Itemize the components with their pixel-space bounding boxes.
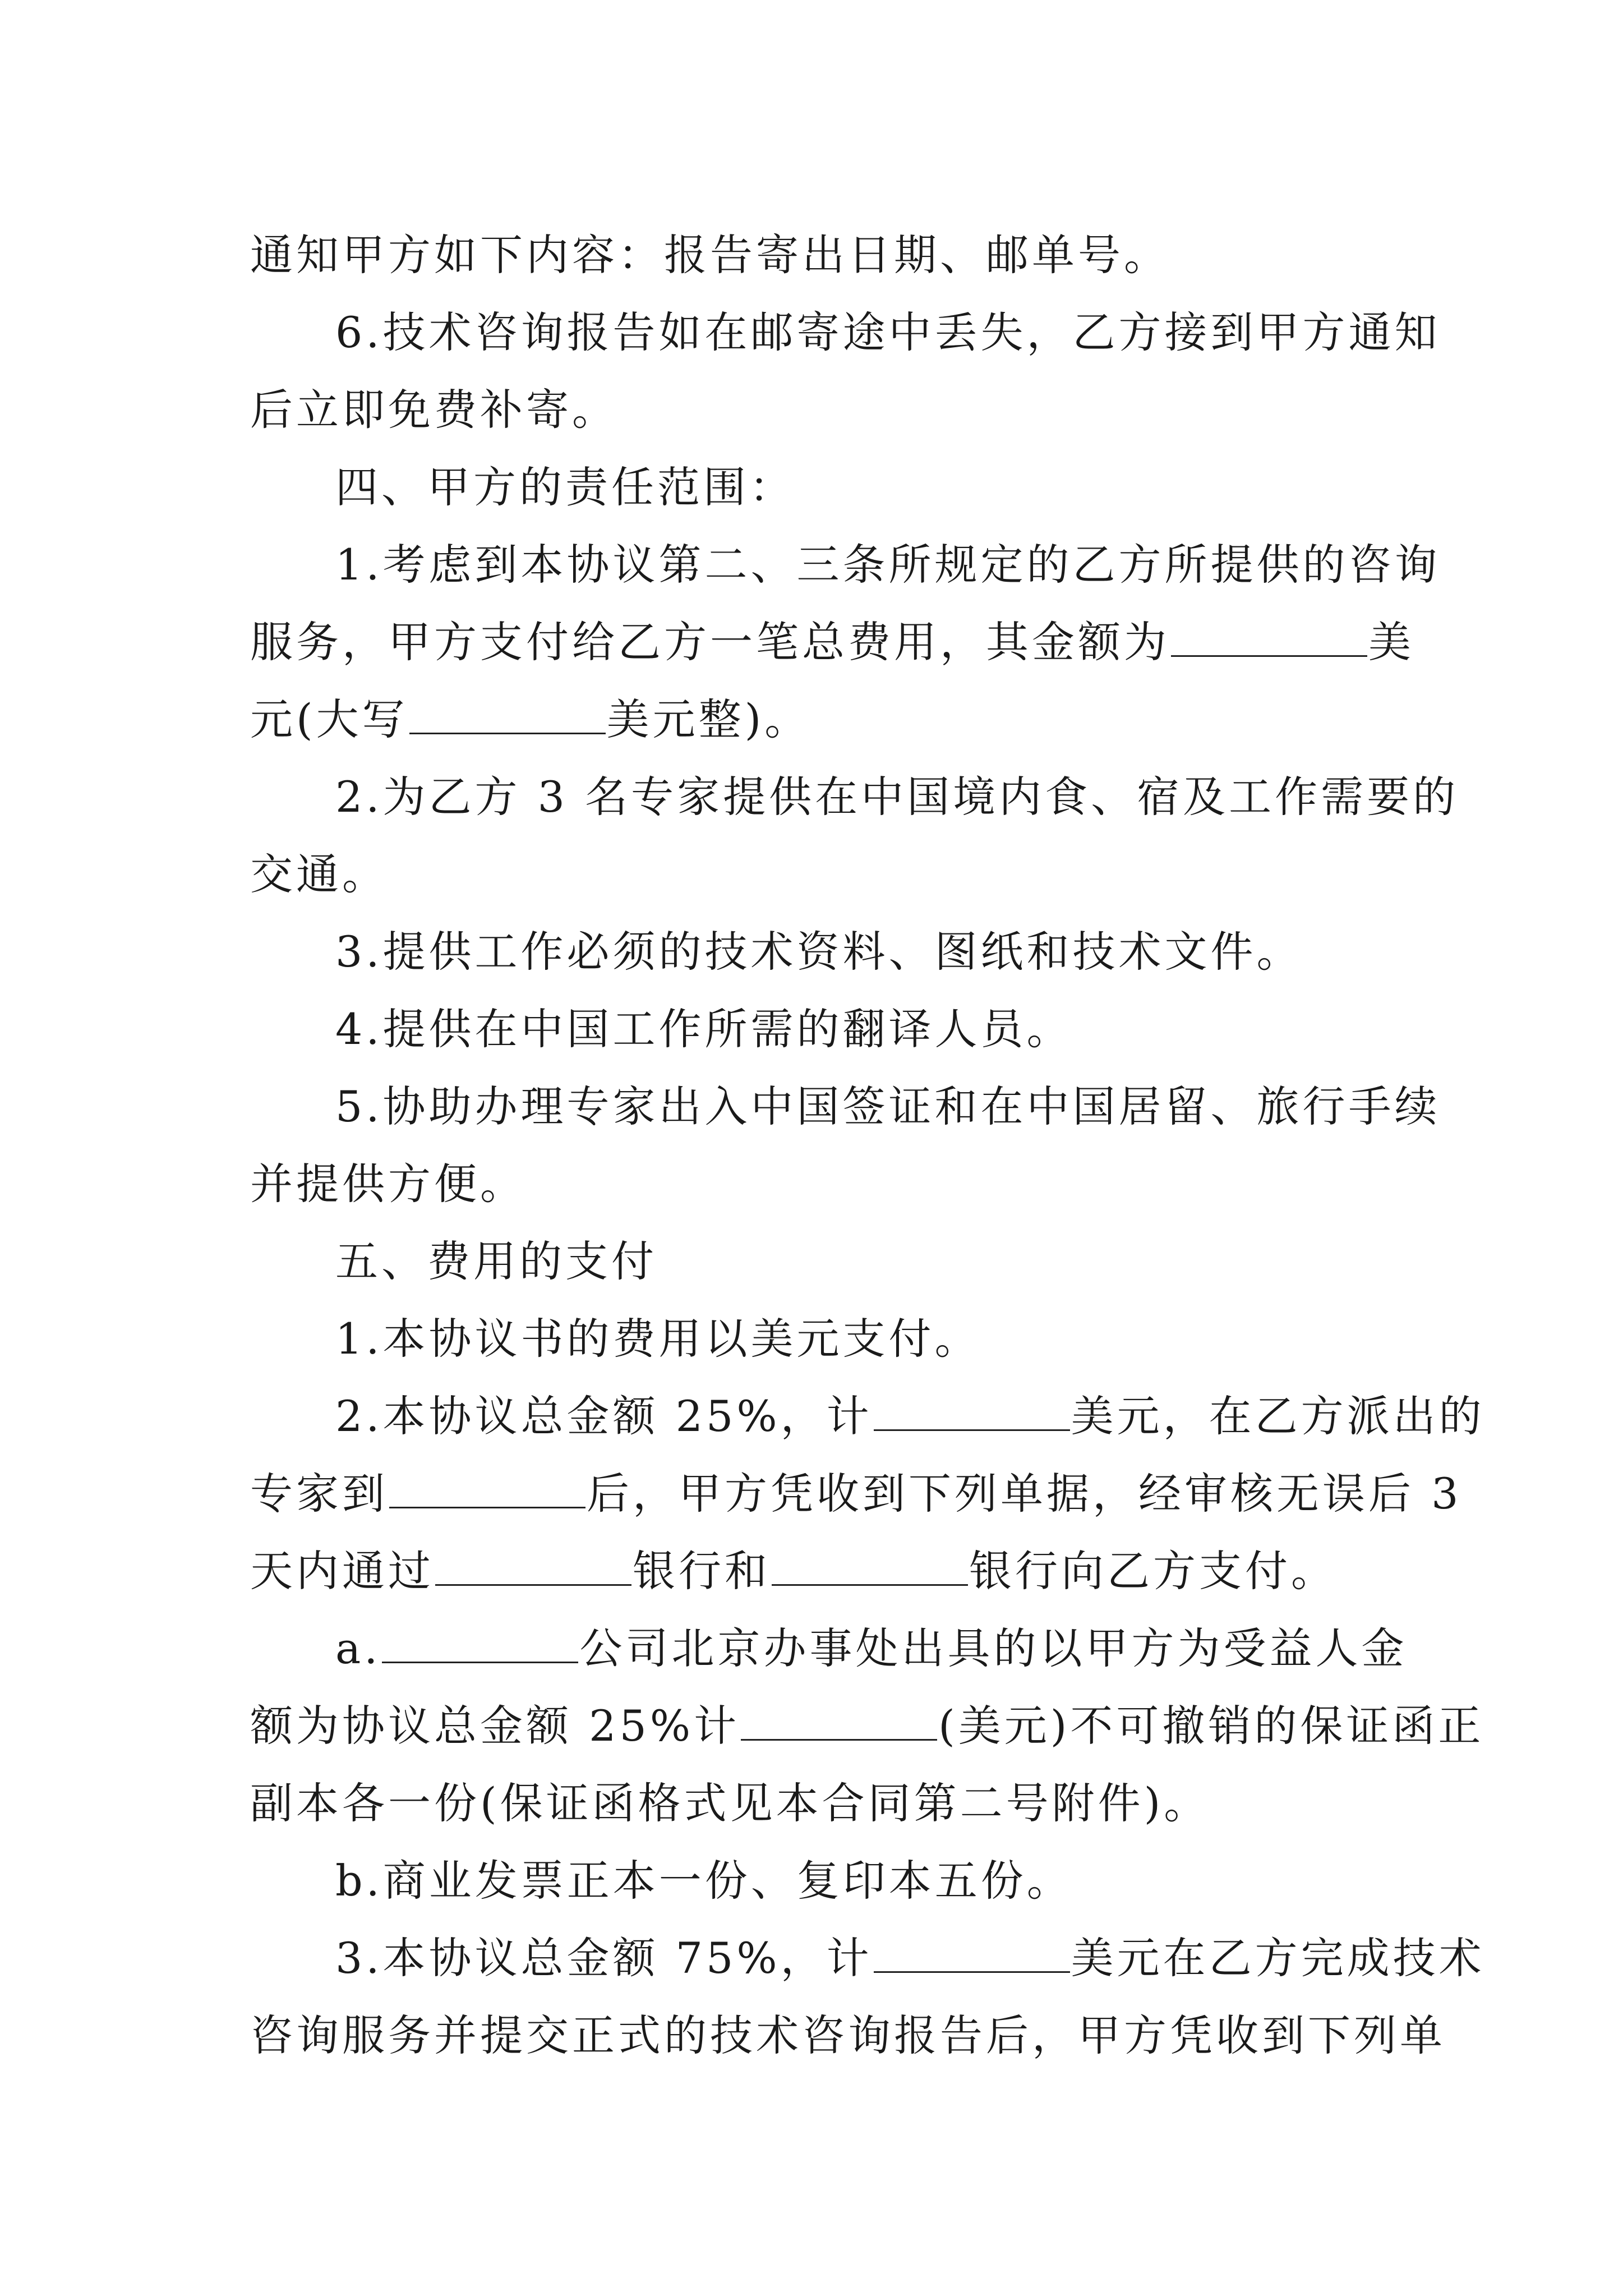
text-line — [335, 1842, 1073, 1920]
text-line — [335, 990, 1073, 1069]
text-line — [335, 1919, 1485, 1998]
fill-in-blank[interactable] — [1171, 622, 1367, 657]
section-heading — [335, 448, 795, 527]
fill-in-blank[interactable] — [382, 1628, 578, 1663]
line-text: 美元在乙方完成技术 — [1071, 1933, 1485, 1983]
fill-in-blank[interactable] — [772, 1550, 968, 1586]
line-text: 美 — [1368, 617, 1414, 667]
line-text: 五、费用的支付 — [335, 1236, 657, 1286]
fill-in-blank[interactable] — [874, 1938, 1070, 1973]
text-line — [250, 371, 618, 449]
text-line — [250, 835, 388, 914]
text-line — [250, 603, 1414, 682]
text-line — [250, 1532, 1337, 1611]
line-text: 1.考虑到本协议第二、三条所规定的乙方所提供的咨询 — [335, 540, 1441, 590]
line-text: 5.协助办理专家出入中国签证和在中国居留、旅行手续 — [335, 1082, 1441, 1131]
line-text: 专家到 — [250, 1469, 388, 1519]
fill-in-blank[interactable] — [389, 1473, 585, 1508]
text-line — [335, 758, 1459, 836]
line-text: 咨询服务并提交正式的技术咨询报告后，甲方凭收到下列单 — [250, 2010, 1446, 2060]
line-text: 3.提供工作必须的技术资料、图纸和技术文件。 — [335, 927, 1303, 977]
line-text: 副本各一份(保证函格式见本合同第二号附件)。 — [250, 1778, 1210, 1828]
line-text: 1.本协议书的费用以美元支付。 — [335, 1314, 981, 1364]
text-line — [335, 913, 1303, 991]
line-text: 4.提供在中国工作所需的翻译人员。 — [335, 1004, 1073, 1054]
line-text: 6.技术咨询报告如在邮寄途中丢失，乙方接到甲方通知 — [335, 307, 1441, 357]
line-text: 美元整)。 — [606, 694, 811, 744]
text-line — [335, 1300, 981, 1378]
text-line — [335, 526, 1441, 604]
fill-in-blank[interactable] — [435, 1550, 631, 1586]
text-line — [250, 1687, 1484, 1765]
line-text: 3.本协议总金额 75%，计 — [335, 1933, 873, 1983]
line-text: 后，甲方凭收到下列单据，经审核无误后 3 — [587, 1469, 1462, 1519]
text-line — [250, 680, 810, 759]
text-line — [250, 1145, 526, 1223]
line-text: 交通。 — [250, 849, 388, 899]
text-line — [250, 1455, 1462, 1533]
fill-in-blank[interactable] — [874, 1396, 1070, 1431]
line-text: 美元，在乙方派出的 — [1071, 1391, 1485, 1441]
line-text: 元(大写 — [250, 694, 408, 744]
section-heading — [335, 1222, 657, 1301]
text-line — [250, 1996, 1446, 2075]
line-text: b.商业发票正本一份、复印本五份。 — [335, 1856, 1073, 1906]
line-text: 四、甲方的责任范围： — [335, 462, 795, 512]
text-line — [335, 1609, 1407, 1688]
text-line — [335, 1068, 1441, 1146]
text-line — [250, 216, 1170, 295]
line-text: 通知甲方如下内容：报告寄出日期、邮单号。 — [250, 230, 1170, 280]
line-text: 并提供方便。 — [250, 1159, 526, 1209]
text-line — [250, 1764, 1210, 1843]
fill-in-blank[interactable] — [409, 699, 606, 734]
line-text: 服务，甲方支付给乙方一笔总费用，其金额为 — [250, 617, 1170, 667]
line-text: 额为协议总金额 25%计 — [250, 1701, 740, 1751]
line-text: 银行向乙方支付。 — [969, 1546, 1337, 1596]
fill-in-blank[interactable] — [741, 1705, 937, 1741]
line-text: (美元)不可撤销的保证函正 — [938, 1701, 1484, 1751]
line-text: 2.本协议总金额 25%，计 — [335, 1391, 873, 1441]
line-text: 2.为乙方 3 名专家提供在中国境内食、宿及工作需要的 — [335, 772, 1459, 822]
text-line — [335, 1377, 1485, 1456]
line-text: 后立即免费补寄。 — [250, 385, 618, 435]
line-text: 天内通过 — [250, 1546, 434, 1596]
line-text: 银行和 — [633, 1546, 771, 1596]
line-text: 公司北京办事处出具的以甲方为受益人金 — [579, 1623, 1408, 1673]
line-text: a. — [335, 1623, 381, 1673]
text-line — [335, 293, 1441, 372]
